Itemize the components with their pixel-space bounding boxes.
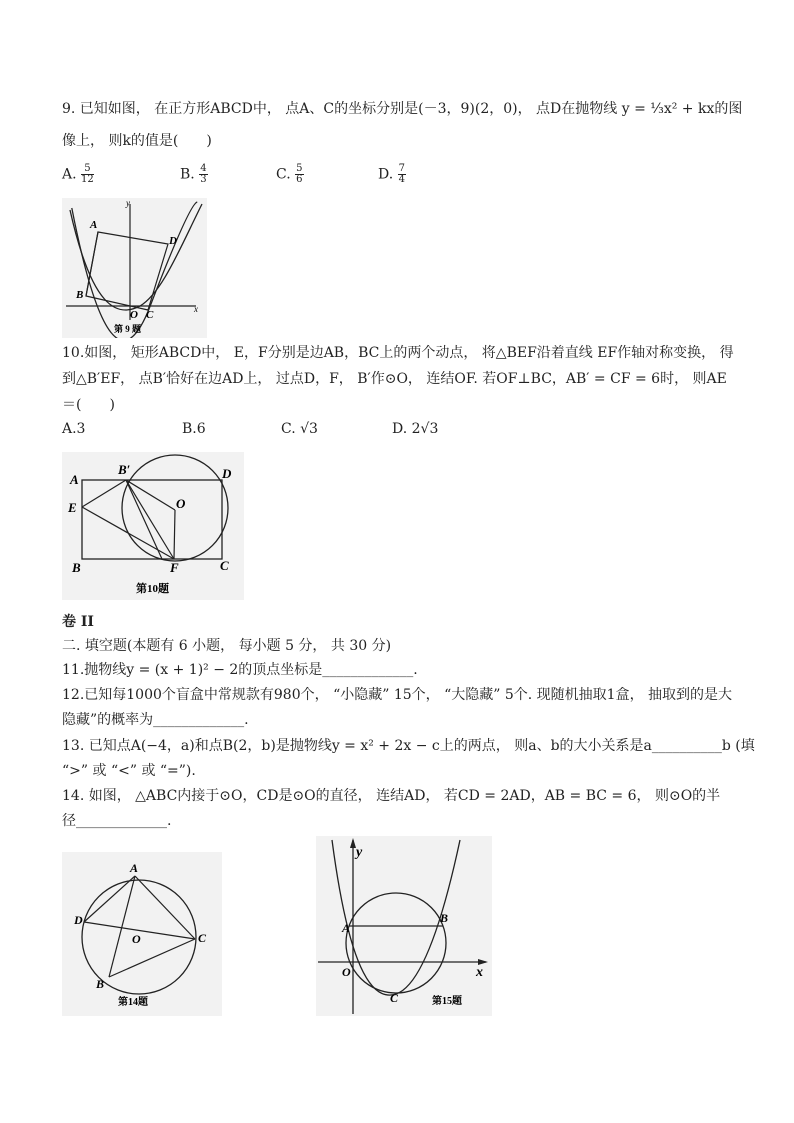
q15-caption: 第15题 — [432, 996, 462, 1007]
q15-label-b: B — [440, 911, 449, 925]
q9-figure — [62, 198, 207, 342]
q13-line1: 13. 已知点A(−4，a)和点B(2，b)是抛物线y = x² + 2x − c上的两点， 则a、b的大小关系是a__________b (填 — [62, 738, 755, 754]
part2-heading: 二. 填空题(本题有 6 小题， 每小题 5 分， 共 30 分) — [62, 638, 392, 654]
q9-line1: 9. 已知如图， 在正方形ABCD中， 点A、C的坐标分别是(－3，9)(2，0)， 点D在抛物线 y = ⅓x² + kx的图 — [62, 101, 743, 117]
q10-option-d: D. 2√3 — [392, 421, 439, 437]
q10-label-e: E — [68, 500, 77, 515]
q9-label-b: B — [76, 289, 84, 301]
q10-line1: 10.如图， 矩形ABCD中， E，F分别是边AB，BC上的两个动点， 将△BEF沿着直线 EF作轴对称变换， 得 — [62, 345, 734, 361]
q14-line2: 径_____________. — [62, 813, 172, 829]
q9-label-y: y — [126, 198, 130, 208]
q11-text: 11.抛物线y = (x + 1)² − 2的顶点坐标是_____________. — [62, 662, 418, 678]
q12-line2: 隐藏”的概率为_____________. — [62, 712, 249, 728]
q14-line1: 14. 如图， △ABC内接于⊙O，CD是⊙O的直径， 连结AD， 若CD = 2AD，AB = BC = 6， 则⊙O的半 — [62, 788, 721, 804]
q9-label-a: A — [90, 219, 98, 231]
q10-line3: ＝( ) — [62, 397, 115, 413]
q9-line2: 像上， 则k的值是( ) — [62, 133, 212, 149]
q14-label-c: C — [198, 931, 207, 945]
q10-label-f: F — [170, 560, 179, 575]
q10-option-b: B.6 — [182, 421, 206, 437]
q10-label-d: D — [222, 466, 232, 481]
q9-option-a: A. $\frac{5}{12}$ — [62, 163, 94, 185]
q10-label-b: B — [72, 560, 81, 575]
part2-title: 卷 II — [62, 614, 94, 630]
q10-label-c: C — [220, 558, 229, 573]
q15-figure — [316, 836, 492, 1020]
q14-label-a: A — [130, 861, 139, 875]
q10-caption: 第10题 — [136, 583, 169, 595]
q15-label-x: x — [476, 965, 483, 980]
q9-option-c: C. $\frac{5}{6}$ — [276, 163, 303, 185]
q9-caption: 第 9 题 — [114, 324, 142, 334]
q13-line2: “>” 或 “<” 或 “=”). — [62, 763, 196, 779]
q9-label-d: D — [169, 235, 177, 247]
q10-label-o: O — [176, 496, 186, 511]
q15-label-a: A — [342, 921, 351, 935]
q10-label-bprime: B′ — [118, 462, 131, 477]
q14-label-d: D — [74, 913, 83, 927]
q14-label-o: O — [132, 932, 141, 946]
q10-figure — [62, 452, 244, 604]
q12-line1: 12.已知每1000个盲盒中常规款有980个， “小隐藏” 15个， “大隐藏” 5个. 现随机抽取1盒， 抽取到的是大 — [62, 687, 733, 703]
q9-option-b: B. $\frac{4}{3}$ — [180, 163, 207, 185]
q14-caption: 第14题 — [118, 997, 148, 1008]
q15-label-c: C — [390, 991, 399, 1005]
q15-label-y: y — [356, 845, 363, 860]
q10-label-a: A — [70, 472, 79, 487]
q9-label-x: x — [194, 304, 198, 314]
q10-line2: 到△B′EF， 点B′恰好在边AD上， 过点D，F， B′作⊙O， 连结OF. 若OF⊥BC，AB′ = CF = 6时， 则AE — [62, 371, 727, 387]
q14-label-b: B — [96, 977, 105, 991]
q9-option-d: D. $\frac{7}{4}$ — [378, 163, 406, 185]
q14-figure — [62, 852, 222, 1020]
q10-option-c: C. √3 — [281, 421, 318, 437]
q10-option-a: A.3 — [62, 421, 86, 437]
q9-label-o: O — [130, 309, 138, 321]
q15-label-o: O — [342, 965, 351, 979]
q9-label-c: C — [146, 309, 154, 321]
